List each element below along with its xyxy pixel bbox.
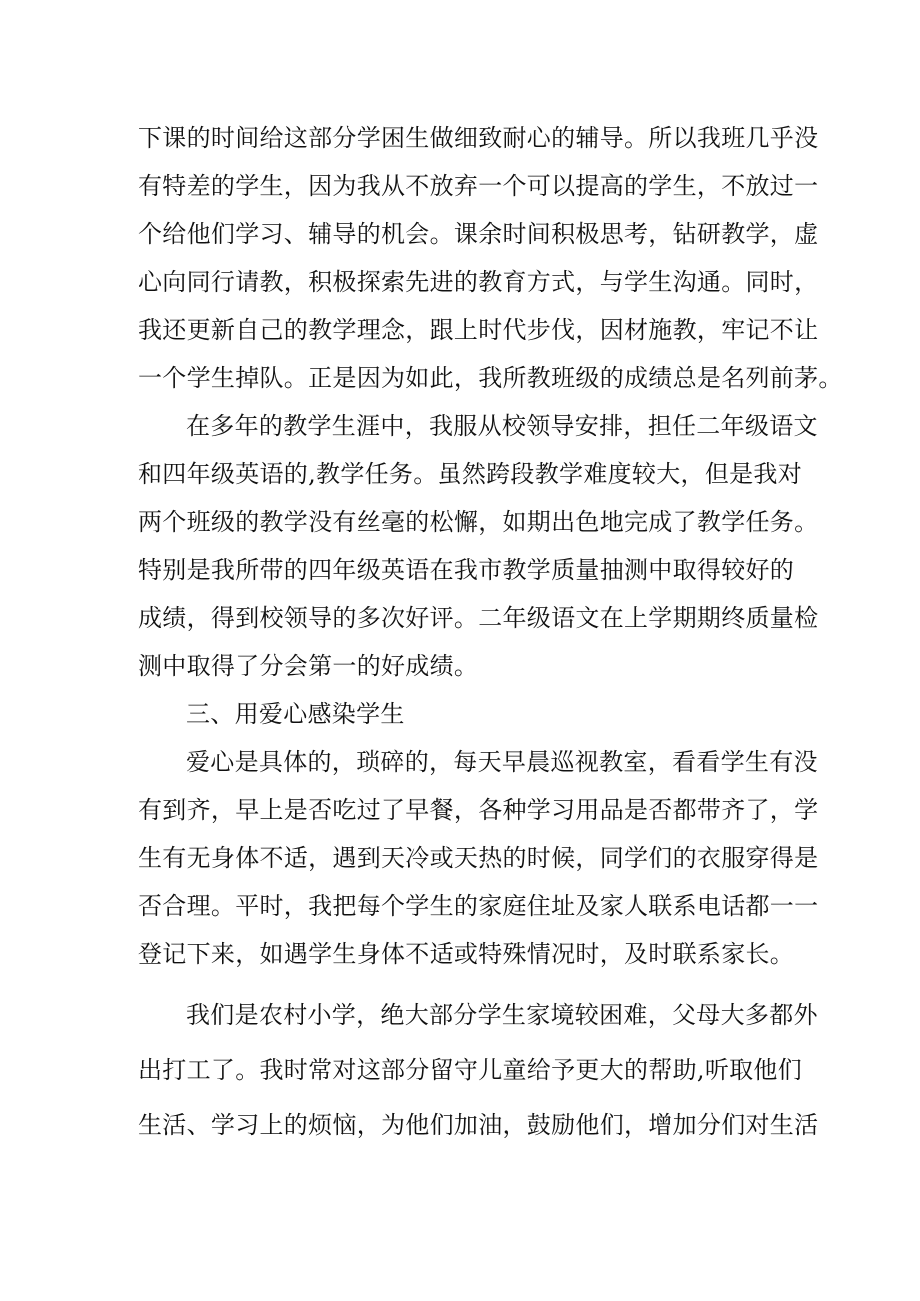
paragraph-2-line-5: 成绩，得到校领导的多次好评。二年级语文在上学期期终质量检: [138, 604, 819, 632]
paragraph-3-line-4: 否合理。平时，我把每个学生的家庭住址及家人联系电话都一一: [138, 892, 819, 920]
paragraph-1-line-6: 一个学生掉队。正是因为如此，我所教班级的成绩总是名列前茅。: [138, 364, 843, 392]
paragraph-2-line-2: 和四年级英语的,教学任务。虽然跨段教学难度较大，但是我对: [138, 460, 803, 488]
paragraph-3-line-1: 爱心是具体的，琐碎的，每天早晨巡视教室，看看学生有没: [186, 748, 818, 776]
paragraph-3-line-3: 生有无身体不适，遇到天冷或天热的时候，同学们的衣服穿得是: [138, 844, 819, 872]
paragraph-3-line-2: 有到齐，早上是否吃过了早餐，各种学习用品是否都带齐了，学: [138, 796, 819, 824]
section-heading: 三、用爱心感染学生: [186, 700, 405, 728]
paragraph-1-line-1: 下课的时间给这部分学困生做细致耐心的辅导。所以我班几乎没: [138, 124, 819, 152]
paragraph-2-line-6: 测中取得了分会第一的好成绩。: [138, 652, 479, 680]
paragraph-1-line-5: 我还更新自己的教学理念，跟上时代步伐，因材施教，牢记不让: [138, 316, 819, 344]
paragraph-4-line-2: 出打工了。我时常对这部分留守儿童给予更大的帮助,听取他们: [138, 1056, 803, 1084]
paragraph-1-line-2: 有特差的学生，因为我从不放弃一个可以提高的学生，不放过一: [138, 172, 819, 200]
paragraph-1-line-3: 个给他们学习、辅导的机会。课余时间积极思考，钻研教学，虚: [138, 220, 819, 248]
paragraph-4-line-1: 我们是农村小学，绝大部分学生家境较困难，父母大多都外: [186, 1001, 818, 1029]
paragraph-2-line-4: 特别是我所带的四年级英语在我市教学质量抽测中取得较好的: [138, 556, 795, 584]
paragraph-2-line-3: 两个班级的教学没有丝毫的松懈，如期出色地完成了教学任务。: [138, 508, 819, 536]
paragraph-3-line-5: 登记下来，如遇学生身体不适或特殊情况时，及时联系家长。: [138, 940, 795, 968]
paragraph-1-line-4: 心向同行请教，积极探索先进的教育方式，与学生沟通。同时，: [138, 268, 819, 296]
paragraph-4-line-3: 生活、学习上的烦恼，为他们加油，鼓励他们，增加分们对生活: [138, 1111, 819, 1139]
paragraph-2-line-1: 在多年的教学生涯中，我服从校领导安排，担任二年级语文: [186, 412, 818, 440]
